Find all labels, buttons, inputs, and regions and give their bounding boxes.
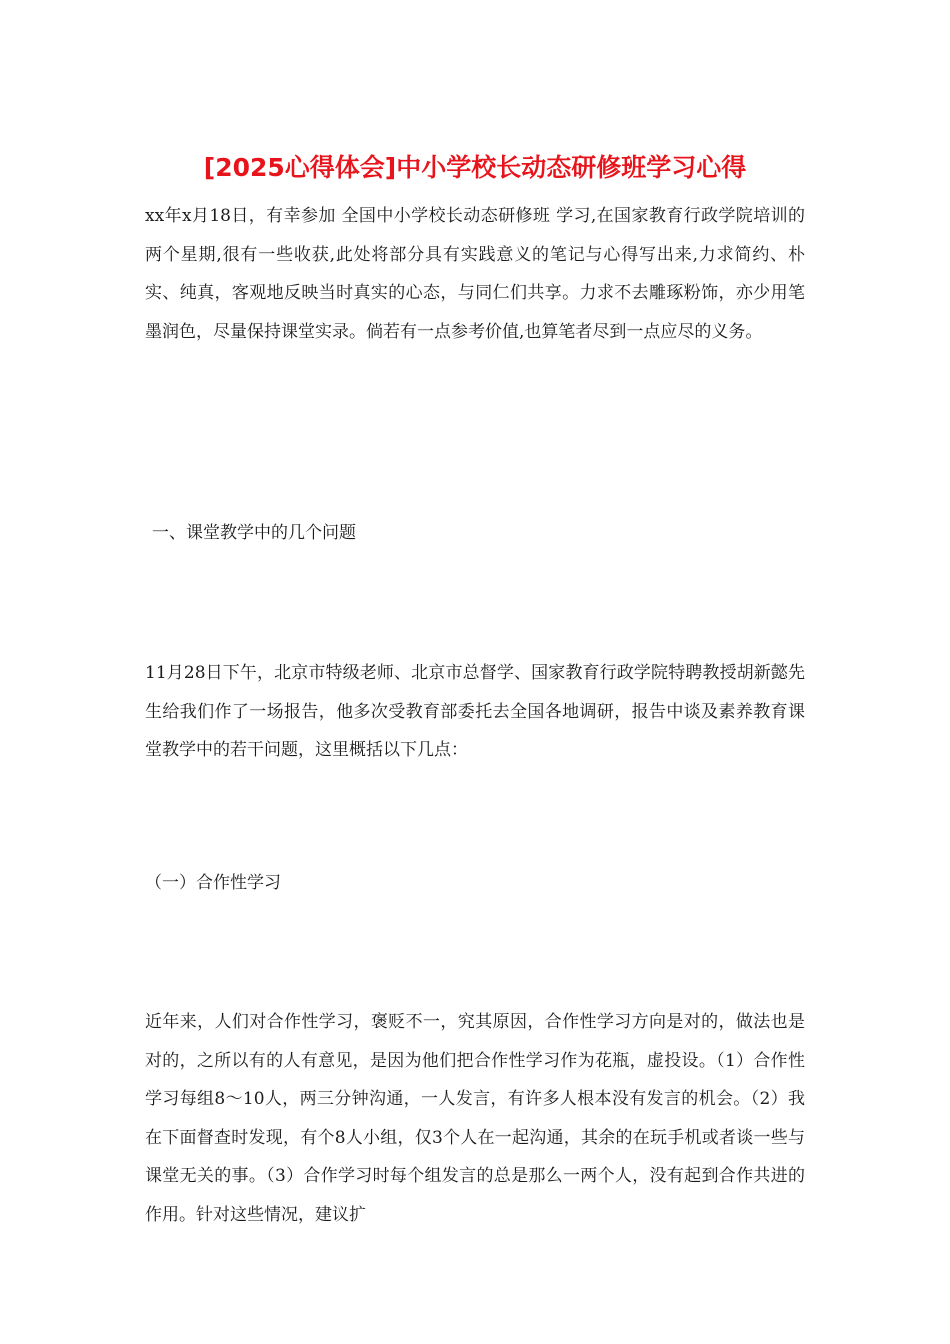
report-paragraph: 11月28日下午，北京市特级老师、北京市总督学、国家教育行政学院特聘教授胡新懿先生给我们作了一场报告，他多次受教育部委托去全国各地调研，报告中谈及素养教育课堂教学中的若干问题，这里概括以下几点： [145,663,805,760]
cooperative-learning-paragraph: 近年来，人们对合作性学习，褒贬不一，究其原因，合作性学习方向是对的，做法也是对的，之所以有的人有意见，是因为他们把合作性学习作为花瓶，虚投设。（1）合作性学习每组8～10人，两三分钟沟通，一人发言，有许多人根本没有发言的机会。（2）我在下面督查时发现，有个8人小组，仅3个人在一起沟通，其余的在玩手机或者谈一些与课堂无关的事。（3）合作学习时每个组发言的总是那么一两个人，没有起到合作共进的作用。针对这些情况，建议扩 [145,1012,805,1225]
document-title: [2025心得体会]中小学校长动态研修班学习心得 [203,153,747,182]
intro-paragraph: xx年x月18日，有幸参加 全国中小学校长动态研修班 学习,在国家教育行政学院培训的两个星期,很有一些收获,此处将部分具有实践意义的笔记与心得写出来,力求简约、朴实、纯真，客观地反映当时真实的心态，与同仁们共享。力求不去雕琢粉饰，亦少用笔墨润色，尽量保持课堂实录。倘若有一点参考价值,也算笔者尽到一点应尽的义务。 [145,206,805,342]
section-heading-classroom-issues: 一、课堂教学中的几个问题 [152,523,356,543]
subsection-heading-cooperative-learning: （一）合作性学习 [145,873,281,893]
